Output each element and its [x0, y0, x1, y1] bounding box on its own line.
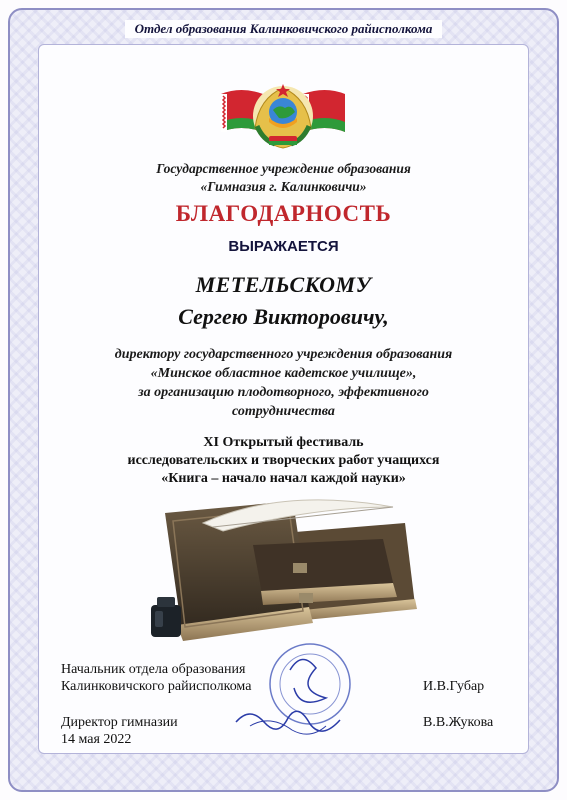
official-round-stamp-icon [230, 640, 360, 750]
award-title: БЛАГОДАРНОСТЬ [175, 201, 392, 226]
director-signature-name: В.В.Жукова [423, 715, 494, 730]
description-line-2: «Минское областное кадетское училище», [150, 366, 417, 381]
festival-name [0, 434, 567, 488]
recipient-description [0, 345, 567, 421]
recipient-surname: МЕТЕЛЬСКОМУ [195, 272, 372, 297]
head-title-line-2: Калинковичского райисполкома [61, 679, 252, 694]
department-title: Отдел образования Калинковичского райисполкома [125, 20, 443, 38]
director-title: Директор гимназии [61, 715, 178, 730]
description-line-3: за организацию плодотворного, эффективного [138, 385, 429, 400]
header-band [8, 8, 559, 50]
institution-name [0, 160, 567, 196]
description-line-1: директору государственного учреждения образования [114, 347, 453, 362]
institution-line-2: «Гимназия г. Калинковичи» [200, 179, 367, 194]
belarus-emblem-with-flags-icon [213, 80, 353, 152]
award-subtitle: ВЫРАЖАЕТСЯ [228, 238, 339, 255]
old-books-illustration [143, 493, 425, 645]
head-signature-title [61, 661, 251, 695]
signature-date: 14 мая 2022 [61, 732, 132, 747]
recipient-name: Сергею Викторовичу, [178, 304, 389, 329]
institution-line-1: Государственное учреждение образования [156, 161, 411, 176]
festival-line-3: «Книга – начало начал каждой науки» [161, 471, 406, 486]
director-signature-title [61, 714, 178, 748]
festival-line-2: исследовательских и творческих работ учащихся [127, 453, 440, 468]
head-signature-name: И.В.Губар [423, 679, 485, 694]
festival-line-1: XI Открытый фестиваль [203, 435, 364, 450]
description-line-4: сотрудничества [232, 404, 335, 419]
head-title-line-1: Начальник отдела образования [61, 662, 246, 677]
